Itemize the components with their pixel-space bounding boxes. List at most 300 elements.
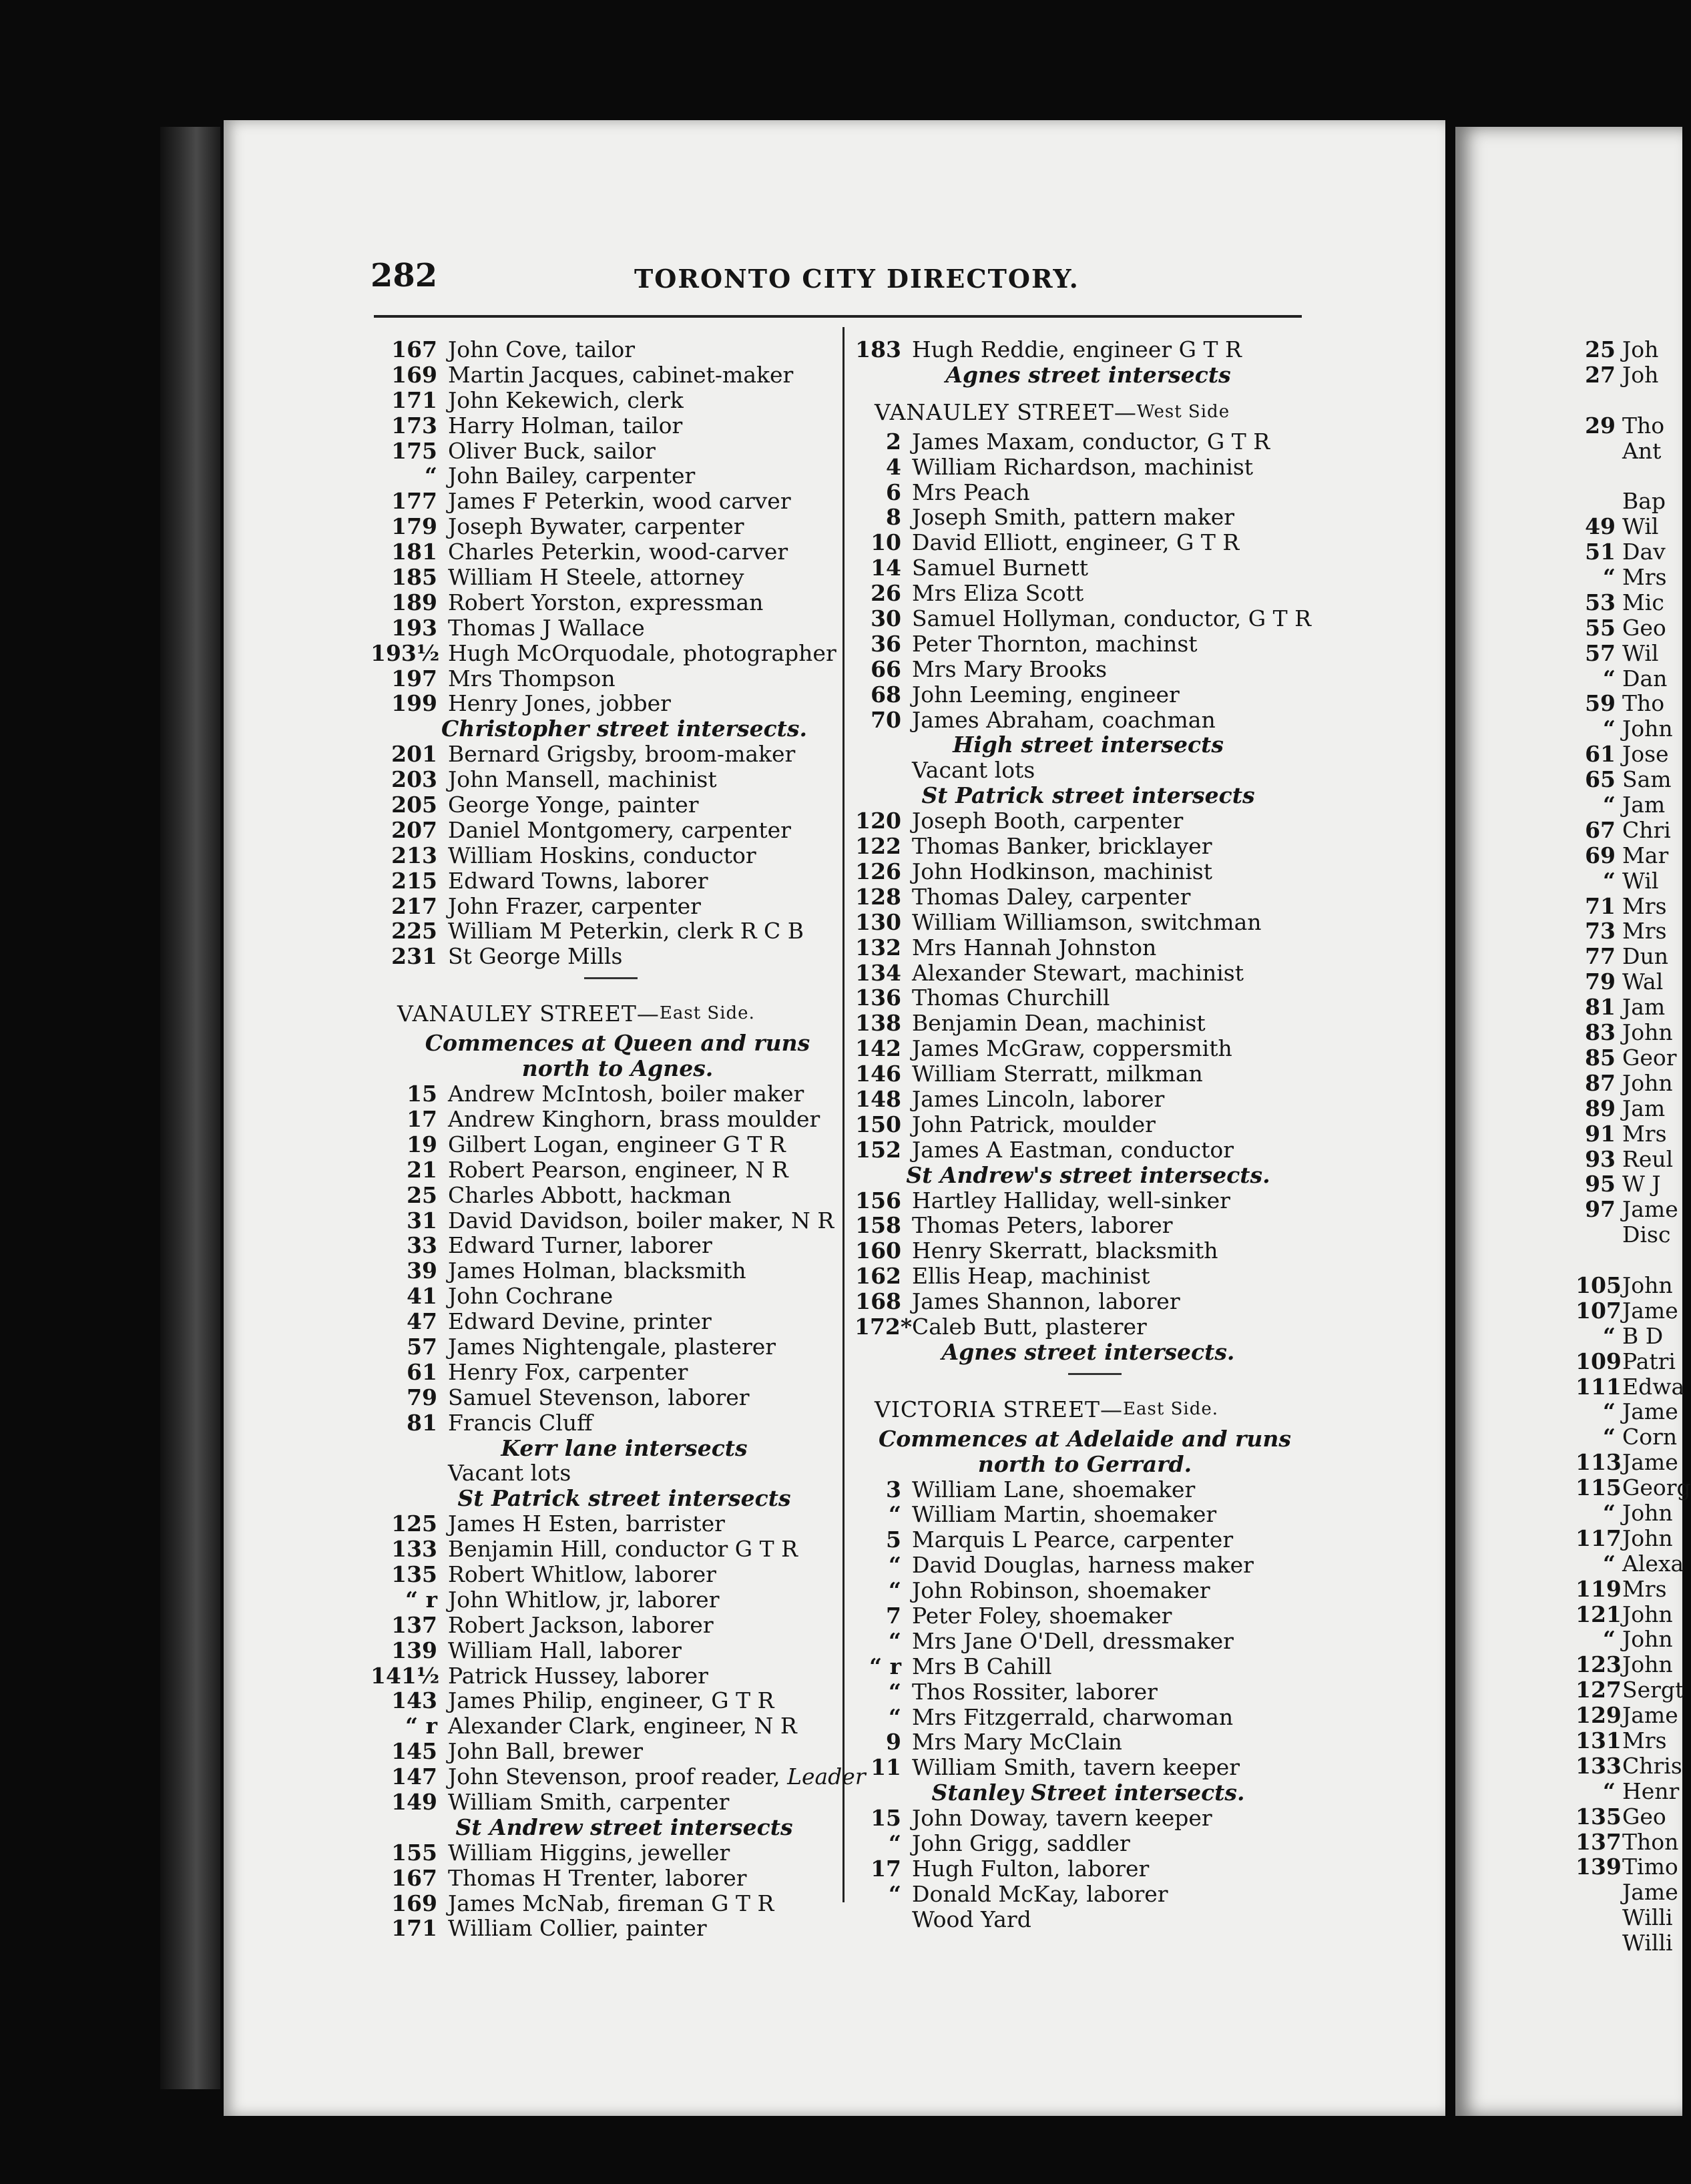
directory-entry bbox=[855, 961, 1308, 986]
directory-entry bbox=[855, 1213, 1308, 1238]
facing-resident-fragment: Timo bbox=[1622, 1854, 1678, 1880]
directory-entry bbox=[371, 1739, 838, 1764]
resident-name: John Mansell, machinist bbox=[448, 766, 717, 793]
directory-entry bbox=[855, 1137, 1308, 1163]
directory-entry bbox=[371, 918, 838, 944]
facing-resident-fragment: Jam bbox=[1622, 792, 1666, 818]
resident-name: Mrs Peach bbox=[912, 479, 1030, 505]
facing-resident-fragment: Joh bbox=[1622, 361, 1659, 388]
resident-name: John Grigg, saddler bbox=[912, 1830, 1130, 1857]
facing-page-fragment bbox=[1576, 336, 1691, 1956]
house-number: 19 bbox=[407, 1131, 437, 1157]
facing-page-line bbox=[1576, 388, 1676, 413]
resident-name: James Holman, blacksmith bbox=[448, 1258, 746, 1284]
house-number: “ bbox=[889, 1830, 901, 1857]
facing-page-line bbox=[1576, 439, 1676, 464]
facing-page-line bbox=[1576, 1602, 1676, 1627]
facing-resident-fragment: Jame bbox=[1622, 1297, 1678, 1324]
directory-entry-text: Vacant lots bbox=[448, 1460, 571, 1486]
resident-name: Hugh McOrquodale, photographer bbox=[448, 639, 836, 666]
directory-entry bbox=[855, 1578, 1308, 1603]
house-number: “ r bbox=[869, 1653, 901, 1679]
directory-entry bbox=[371, 1891, 838, 1916]
facing-house-number: “ bbox=[1603, 867, 1616, 894]
facing-house-number: 113 bbox=[1576, 1449, 1622, 1476]
facing-resident-fragment: Corn bbox=[1622, 1424, 1678, 1450]
facing-resident-fragment: Disc bbox=[1622, 1221, 1671, 1248]
facing-page-line bbox=[1576, 1071, 1676, 1096]
house-number: 15 bbox=[407, 1081, 437, 1107]
resident-name: Charles Peterkin, wood-carver bbox=[448, 539, 788, 565]
directory-entry bbox=[855, 834, 1308, 859]
facing-house-number bbox=[1576, 1905, 1622, 1930]
resident-name: Alexander Clark, engineer, N R bbox=[448, 1713, 797, 1739]
house-number: 167 bbox=[391, 1864, 437, 1891]
facing-house-number: 57 bbox=[1585, 639, 1616, 666]
directory-entry bbox=[371, 514, 838, 539]
facing-resident-fragment: Chris bbox=[1622, 1752, 1682, 1779]
directory-entry bbox=[855, 1527, 1308, 1553]
resident-name: William Higgins, jeweller bbox=[448, 1839, 730, 1866]
facing-page-line bbox=[1576, 1500, 1676, 1526]
directory-entry bbox=[855, 530, 1308, 555]
resident-name: Daniel Montgomery, carpenter bbox=[448, 816, 791, 843]
house-number: 30 bbox=[871, 605, 901, 632]
intersection-note: Agnes street intersects. bbox=[941, 1338, 1235, 1365]
facing-page-line bbox=[1576, 1171, 1676, 1197]
resident-name: Robert Whitlow, laborer bbox=[448, 1561, 716, 1588]
facing-page-line bbox=[1576, 489, 1676, 514]
facing-house-number: 59 bbox=[1585, 690, 1616, 717]
house-number: 122 bbox=[855, 833, 901, 860]
directory-entry bbox=[855, 1314, 1308, 1340]
directory-entry bbox=[371, 1763, 866, 1790]
directory-entry bbox=[371, 1258, 838, 1284]
directory-entry bbox=[855, 1264, 1308, 1289]
facing-resident-fragment: Ant bbox=[1622, 437, 1662, 464]
facing-resident-fragment: Wil bbox=[1622, 639, 1659, 666]
directory-entry bbox=[855, 657, 1308, 682]
facing-page-line bbox=[1576, 1248, 1676, 1273]
left-column bbox=[371, 336, 866, 1942]
facing-page-line bbox=[1576, 1804, 1676, 1830]
facing-resident-fragment: Chri bbox=[1622, 816, 1671, 843]
facing-house-number: 121 bbox=[1576, 1601, 1622, 1627]
facing-house-number: 107 bbox=[1576, 1297, 1622, 1324]
list-section-col2-top bbox=[855, 337, 1308, 388]
resident-name: William Collier, painter bbox=[448, 1915, 707, 1942]
directory-entry bbox=[371, 489, 838, 514]
house-number: 126 bbox=[855, 858, 901, 884]
facing-page-line bbox=[1576, 1728, 1676, 1753]
directory-entry bbox=[855, 910, 1308, 935]
street-heading-main: VICTORIA STREET— bbox=[875, 1396, 1124, 1422]
resident-name: David Davidson, boiler maker, N R bbox=[448, 1207, 834, 1234]
directory-entry bbox=[371, 413, 838, 439]
directory-entry bbox=[371, 868, 838, 894]
resident-name: Hartley Halliday, well-sinker bbox=[912, 1187, 1230, 1213]
house-number: “ bbox=[889, 1552, 901, 1579]
house-number: 139 bbox=[391, 1637, 437, 1663]
directory-entry bbox=[371, 691, 838, 716]
facing-resident-fragment: Willi bbox=[1622, 1930, 1673, 1956]
facing-house-number: “ bbox=[1603, 665, 1616, 692]
directory-entry bbox=[371, 1107, 838, 1132]
facing-page-line bbox=[1576, 1424, 1676, 1450]
house-number: 173 bbox=[391, 412, 437, 439]
directory-entry-text: Wood Yard bbox=[912, 1906, 1031, 1932]
house-number: 162 bbox=[855, 1263, 901, 1290]
facing-page-line bbox=[1576, 666, 1676, 692]
facing-resident-fragment: Willi bbox=[1622, 1904, 1673, 1931]
facing-resident-fragment: Mrs bbox=[1622, 918, 1667, 944]
resident-name: William Williamson, switchman bbox=[912, 908, 1262, 935]
house-number: 215 bbox=[391, 867, 437, 894]
directory-entry bbox=[855, 1087, 1308, 1112]
resident-name: James Abraham, coachman bbox=[912, 706, 1216, 733]
house-number: 133 bbox=[391, 1536, 437, 1563]
facing-house-number: “ bbox=[1603, 1424, 1616, 1450]
facing-resident-fragment: Henr bbox=[1622, 1778, 1680, 1804]
resident-name: James Nightengale, plasterer bbox=[448, 1333, 776, 1360]
facing-page-line bbox=[1576, 894, 1676, 919]
directory-entry bbox=[371, 362, 838, 388]
resident-name: Benjamin Dean, machinist bbox=[912, 1010, 1206, 1037]
house-number: 21 bbox=[407, 1156, 437, 1183]
facing-resident-fragment: John bbox=[1622, 1601, 1673, 1627]
facing-house-number: 65 bbox=[1585, 766, 1616, 793]
resident-name: John Cochrane bbox=[448, 1283, 614, 1310]
facing-resident-fragment: Mic bbox=[1622, 589, 1664, 615]
directory-entry bbox=[371, 1183, 838, 1208]
directory-entry bbox=[855, 708, 1308, 733]
facing-house-number: “ bbox=[1603, 1626, 1616, 1653]
facing-resident-fragment: Geor bbox=[1622, 1044, 1677, 1071]
directory-entry bbox=[371, 767, 838, 792]
facing-house-number: 87 bbox=[1585, 1069, 1616, 1096]
facing-page-line bbox=[1576, 1399, 1676, 1424]
house-number: 2 bbox=[886, 428, 901, 455]
facing-house-number: 53 bbox=[1585, 589, 1616, 615]
resident-name: Mrs B Cahill bbox=[912, 1653, 1052, 1679]
facing-house-number: 105 bbox=[1576, 1272, 1622, 1298]
facing-page-line bbox=[1576, 1121, 1676, 1147]
facing-house-number: 83 bbox=[1585, 1019, 1616, 1046]
directory-entry bbox=[855, 859, 1308, 884]
facing-house-number: “ bbox=[1603, 792, 1616, 818]
facing-resident-fragment: John bbox=[1622, 1499, 1673, 1526]
street-note: Commences at Queen and runs north to Agnes. bbox=[425, 1030, 810, 1082]
resident-name: Charles Abbott, hackman bbox=[448, 1181, 732, 1208]
directory-entry bbox=[371, 1840, 838, 1866]
resident-name: James Maxam, conductor, G T R bbox=[912, 428, 1270, 455]
facing-page-line bbox=[1576, 1550, 1684, 1577]
facing-page-line bbox=[1576, 1652, 1676, 1677]
list-section-col2-mid bbox=[855, 428, 1311, 1365]
resident-name: Thomas Peters, laborer bbox=[912, 1212, 1173, 1239]
resident-name: William H Steele, attorney bbox=[448, 564, 744, 591]
directory-entry bbox=[371, 1688, 838, 1713]
facing-page-line bbox=[1576, 1905, 1676, 1930]
resident-name: Oliver Buck, sailor bbox=[448, 437, 656, 464]
facing-page-line bbox=[1576, 1526, 1676, 1551]
directory-entry bbox=[371, 439, 838, 464]
facing-page-line bbox=[1576, 1577, 1676, 1602]
directory-entry bbox=[371, 1233, 838, 1258]
directory-entry bbox=[371, 1309, 838, 1334]
directory-entry bbox=[855, 1112, 1308, 1137]
directory-entry bbox=[371, 1613, 838, 1638]
street-heading-side: East Side. bbox=[659, 1003, 755, 1024]
directory-entry bbox=[371, 666, 838, 692]
resident-name: Harry Holman, tailor bbox=[448, 412, 683, 439]
directory-entry bbox=[371, 894, 838, 919]
resident-name: William Richardson, machinist bbox=[912, 453, 1254, 480]
resident-name: William Martin, shoemaker bbox=[912, 1501, 1217, 1528]
house-number: 41 bbox=[407, 1283, 437, 1310]
facing-resident-fragment: Geo bbox=[1622, 1803, 1666, 1830]
facing-page-line bbox=[1576, 1298, 1676, 1324]
house-number: 201 bbox=[391, 741, 437, 768]
street-note: Commences at Adelaide and runs north to Gerrard. bbox=[879, 1425, 1291, 1477]
facing-resident-fragment: B D bbox=[1622, 1322, 1664, 1349]
facing-house-number: 129 bbox=[1576, 1702, 1622, 1729]
house-number: “ bbox=[889, 1627, 901, 1654]
facing-resident-fragment: John bbox=[1622, 1651, 1673, 1678]
resident-name: James Shannon, laborer bbox=[912, 1288, 1180, 1315]
resident-name: Patrick Hussey, laborer bbox=[448, 1662, 708, 1689]
directory-entry bbox=[371, 1587, 838, 1613]
resident-name: Bernard Grigsby, broom-maker bbox=[448, 741, 796, 768]
resident-name: Benjamin Hill, conductor G T R bbox=[448, 1536, 798, 1563]
directory-entry bbox=[855, 1882, 1308, 1907]
house-number: 9 bbox=[886, 1729, 901, 1755]
directory-entry bbox=[371, 337, 838, 362]
directory-entry bbox=[855, 985, 1308, 1011]
resident-name: Mrs Jane O'Dell, dressmaker bbox=[912, 1627, 1234, 1654]
facing-house-number: 67 bbox=[1585, 816, 1616, 843]
facing-resident-fragment: Tho bbox=[1622, 690, 1665, 717]
directory-entry bbox=[371, 1132, 838, 1157]
resident-name: Samuel Hollyman, conductor, G T R bbox=[912, 605, 1311, 632]
facing-page-line bbox=[1576, 742, 1676, 767]
resident-name: Mrs Thompson bbox=[448, 665, 616, 692]
house-number: 179 bbox=[391, 513, 437, 540]
facing-house-number: 79 bbox=[1585, 969, 1616, 995]
facing-page-line bbox=[1576, 615, 1676, 641]
facing-page-line bbox=[1576, 1450, 1676, 1475]
house-number: “ bbox=[889, 1703, 901, 1730]
resident-name: James Philip, engineer, G T R bbox=[448, 1687, 774, 1714]
house-number: 141½ bbox=[371, 1662, 440, 1689]
facing-page-line bbox=[1576, 1828, 1679, 1855]
directory-entry bbox=[855, 1238, 1308, 1264]
house-number: 155 bbox=[391, 1839, 437, 1866]
resident-name: William Lane, shoemaker bbox=[912, 1476, 1196, 1503]
resident-name: Thos Rossiter, laborer bbox=[912, 1678, 1158, 1705]
section-divider bbox=[855, 1365, 1308, 1385]
facing-house-number: 97 bbox=[1585, 1196, 1616, 1223]
facing-resident-fragment: Jame bbox=[1622, 1702, 1678, 1729]
directory-entry bbox=[371, 1790, 838, 1815]
house-number: 15 bbox=[871, 1805, 901, 1832]
facing-page-line bbox=[1576, 691, 1676, 716]
directory-entry bbox=[371, 1334, 838, 1360]
facing-page-line bbox=[1576, 818, 1676, 843]
facing-resident-fragment: Wil bbox=[1622, 867, 1659, 894]
directory-entry bbox=[371, 590, 838, 615]
facing-page-line bbox=[1576, 514, 1676, 539]
facing-resident-fragment: W J bbox=[1622, 1171, 1661, 1197]
intersection-note: St Patrick street intersects bbox=[921, 782, 1255, 809]
directory-entry bbox=[855, 935, 1308, 961]
street-heading-main: VANAULEY STREET— bbox=[397, 1001, 660, 1027]
facing-page-line bbox=[1576, 1752, 1682, 1779]
resident-name: Hugh Fulton, laborer bbox=[912, 1855, 1150, 1882]
facing-page-line bbox=[1576, 995, 1676, 1020]
house-number: 61 bbox=[407, 1358, 437, 1385]
page-number: 282 bbox=[371, 257, 438, 294]
house-number: 150 bbox=[855, 1111, 901, 1137]
house-number: 143 bbox=[391, 1687, 437, 1714]
house-number: “ bbox=[889, 1577, 901, 1604]
facing-resident-fragment: Tho bbox=[1622, 412, 1665, 439]
resident-name: William M Peterkin, clerk R C B bbox=[448, 918, 804, 944]
facing-house-number: 71 bbox=[1585, 892, 1616, 919]
resident-name: Ellis Heap, machinist bbox=[912, 1263, 1150, 1290]
facing-house-number: “ bbox=[1603, 1778, 1616, 1804]
facing-page-line bbox=[1576, 1373, 1685, 1400]
house-number: 207 bbox=[391, 816, 437, 843]
resident-name: Peter Foley, shoemaker bbox=[912, 1603, 1172, 1629]
directory-entry bbox=[855, 1036, 1308, 1061]
house-number: 205 bbox=[391, 792, 437, 818]
facing-house-number: 61 bbox=[1585, 741, 1616, 768]
directory-entry bbox=[371, 1663, 838, 1689]
directory-entry bbox=[855, 555, 1308, 581]
resident-name: Alexander Stewart, machinist bbox=[912, 959, 1244, 986]
directory-entry bbox=[855, 1705, 1308, 1730]
directory-entry bbox=[371, 1713, 838, 1739]
resident-name: John Hodkinson, machinist bbox=[912, 858, 1212, 884]
resident-name: William Sterratt, milkman bbox=[912, 1061, 1203, 1087]
resident-name: Thomas J Wallace bbox=[448, 614, 645, 641]
facing-house-number: 95 bbox=[1585, 1171, 1616, 1197]
house-number: 81 bbox=[407, 1409, 437, 1436]
directory-entry bbox=[855, 455, 1308, 480]
resident-name: James H Esten, barrister bbox=[448, 1511, 725, 1537]
directory-entry bbox=[371, 615, 838, 641]
resident-name: Andrew McIntosh, boiler maker bbox=[448, 1081, 804, 1107]
facing-house-number: 133 bbox=[1576, 1752, 1622, 1779]
facing-resident-fragment: Dav bbox=[1622, 539, 1666, 565]
resident-name: William Hoskins, conductor bbox=[448, 842, 756, 868]
house-number: 167 bbox=[391, 336, 437, 362]
facing-house-number: 135 bbox=[1576, 1803, 1622, 1830]
house-number: 213 bbox=[391, 842, 437, 868]
resident-name: James A Eastman, conductor bbox=[912, 1136, 1234, 1163]
facing-resident-fragment: Jame bbox=[1622, 1879, 1678, 1906]
resident-name: John Robinson, shoemaker bbox=[912, 1577, 1210, 1604]
facing-resident-fragment: John bbox=[1622, 1069, 1673, 1096]
running-title: TORONTO CITY DIRECTORY. bbox=[634, 264, 1079, 294]
resident-name: John Kekewich, clerk bbox=[448, 386, 684, 413]
directory-entry bbox=[371, 388, 838, 413]
facing-resident-fragment: John bbox=[1622, 1525, 1673, 1551]
facing-house-number: 49 bbox=[1585, 513, 1616, 540]
street-heading-side: East Side. bbox=[1123, 1398, 1219, 1419]
house-number: “ bbox=[889, 1678, 901, 1705]
directory-entry bbox=[855, 1502, 1308, 1527]
resident-name: John Patrick, moulder bbox=[912, 1111, 1156, 1137]
facing-resident-fragment: Jame bbox=[1622, 1398, 1678, 1425]
resident-name: Francis Cluff bbox=[448, 1409, 593, 1436]
resident-name: William Smith, carpenter bbox=[448, 1789, 730, 1816]
house-number: 132 bbox=[855, 934, 901, 961]
house-number: 70 bbox=[871, 706, 901, 733]
facing-page-line bbox=[1576, 1854, 1676, 1880]
facing-resident-fragment: John bbox=[1622, 1019, 1673, 1046]
directory-entry bbox=[855, 1289, 1308, 1314]
book-spine-edge bbox=[160, 127, 220, 2089]
facing-house-number: 91 bbox=[1585, 1120, 1616, 1147]
house-number: “ bbox=[889, 1501, 901, 1528]
resident-name: Edward Devine, printer bbox=[448, 1308, 712, 1335]
intersection-note: Christopher street intersects. bbox=[441, 716, 807, 742]
house-number: 135 bbox=[391, 1561, 437, 1588]
resident-name: Edward Turner, laborer bbox=[448, 1232, 712, 1259]
facing-resident-fragment: Jame bbox=[1622, 1196, 1678, 1223]
facing-resident-fragment: Reul bbox=[1622, 1145, 1674, 1172]
resident-name: Gilbert Logan, engineer G T R bbox=[448, 1131, 786, 1157]
resident-name: David Douglas, harness maker bbox=[912, 1552, 1254, 1579]
house-number: 199 bbox=[391, 690, 437, 717]
house-number: 17 bbox=[407, 1105, 437, 1132]
directory-entry bbox=[855, 505, 1308, 530]
house-number: 130 bbox=[855, 908, 901, 935]
resident-name: John Cove, tailor bbox=[448, 336, 636, 362]
resident-name: Marquis L Pearce, carpenter bbox=[912, 1527, 1234, 1553]
house-number: 4 bbox=[886, 453, 901, 480]
house-number: 11 bbox=[871, 1754, 901, 1781]
facing-house-number: 137 bbox=[1576, 1828, 1622, 1855]
facing-resident-fragment: Mrs bbox=[1622, 1120, 1667, 1147]
house-number: 169 bbox=[391, 361, 437, 388]
house-number: 128 bbox=[855, 883, 901, 910]
facing-page-line bbox=[1576, 792, 1676, 818]
resident-name: William Hall, laborer bbox=[448, 1637, 682, 1663]
facing-house-number: 89 bbox=[1585, 1095, 1616, 1121]
resident-name: Mrs Fitzgerrald, charwoman bbox=[912, 1703, 1234, 1730]
directory-entry bbox=[371, 1081, 838, 1107]
resident-name: John Ball, brewer bbox=[448, 1738, 644, 1765]
house-number: 146 bbox=[855, 1061, 901, 1087]
intersection-note: High street intersects bbox=[953, 732, 1224, 758]
facing-page-line bbox=[1576, 1222, 1676, 1248]
facing-resident-fragment: Dun bbox=[1622, 943, 1668, 970]
house-number: 33 bbox=[407, 1232, 437, 1259]
directory-entry bbox=[371, 1410, 838, 1436]
resident-name: Martin Jacques, cabinet-maker bbox=[448, 361, 794, 388]
street-heading-victoria-east bbox=[855, 1385, 1308, 1426]
facing-house-number bbox=[1576, 1930, 1622, 1956]
header-rule bbox=[374, 315, 1302, 318]
facing-house-number: “ bbox=[1603, 1398, 1616, 1425]
facing-resident-fragment: Thon bbox=[1622, 1828, 1679, 1855]
intersection-note: St Andrew's street intersects. bbox=[906, 1161, 1270, 1188]
house-number: 14 bbox=[871, 555, 901, 581]
facing-resident-fragment: Sam bbox=[1622, 766, 1672, 793]
